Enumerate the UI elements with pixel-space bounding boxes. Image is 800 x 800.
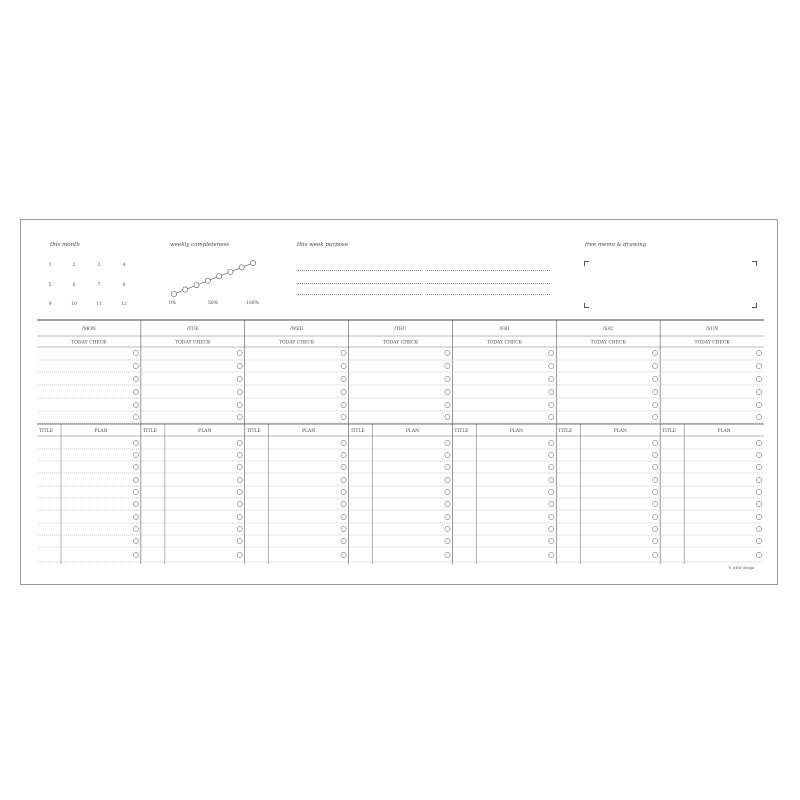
today-check-label: TODAY CHECK xyxy=(175,340,211,346)
plan-check-circle[interactable] xyxy=(549,477,554,482)
day-column-sat xyxy=(556,320,659,564)
check-circle[interactable] xyxy=(133,350,138,355)
day-label: /FRI xyxy=(499,327,510,332)
plan-check-circle[interactable] xyxy=(549,538,554,543)
check-circle[interactable] xyxy=(237,389,242,394)
today-check-label: TODAY CHECK xyxy=(486,340,522,346)
plan-check-circle[interactable] xyxy=(653,552,658,557)
plan-check-circle[interactable] xyxy=(653,489,658,494)
check-circle[interactable] xyxy=(133,389,138,394)
check-circle[interactable] xyxy=(445,350,450,355)
plan-check-circle[interactable] xyxy=(133,538,138,543)
check-circle[interactable] xyxy=(549,389,554,394)
plan-header: PLAN xyxy=(405,429,420,434)
today-check-label: TODAY CHECK xyxy=(279,340,315,346)
check-circle[interactable] xyxy=(237,363,242,368)
plan-check-circle[interactable] xyxy=(445,440,450,445)
check-circle[interactable] xyxy=(653,389,658,394)
check-circle[interactable] xyxy=(653,402,658,407)
plan-check-circle[interactable] xyxy=(549,464,554,469)
plan-check-circle[interactable] xyxy=(133,489,138,494)
free-memo-label: free memo & drawing xyxy=(585,242,647,248)
today-check-label: TODAY CHECK xyxy=(71,340,107,346)
check-circle[interactable] xyxy=(341,376,346,381)
month-3[interactable]: 3 xyxy=(97,263,101,268)
plan-check-circle[interactable] xyxy=(756,452,761,457)
today-check-label: TODAY CHECK xyxy=(590,340,626,346)
plan-check-circle[interactable] xyxy=(653,526,658,531)
plan-check-circle[interactable] xyxy=(756,538,761,543)
day-label: /THU xyxy=(394,327,407,332)
plan-check-circle[interactable] xyxy=(756,477,761,482)
plan-check-circle[interactable] xyxy=(445,452,450,457)
check-circle[interactable] xyxy=(237,376,242,381)
plan-header: PLAN xyxy=(717,429,731,434)
plan-check-circle[interactable] xyxy=(133,477,138,482)
check-circle[interactable] xyxy=(756,363,761,368)
day-column-thu xyxy=(349,320,452,564)
check-circle[interactable] xyxy=(341,350,346,355)
plan-check-circle[interactable] xyxy=(341,464,346,469)
plan-check-circle[interactable] xyxy=(756,489,761,494)
day-label: /SUN xyxy=(705,327,719,332)
check-circle[interactable] xyxy=(445,363,450,368)
copyright-text: © ### design xyxy=(728,566,755,570)
plan-check-circle[interactable] xyxy=(445,464,450,469)
plan-header: PLAN xyxy=(613,429,627,434)
check-circle[interactable] xyxy=(341,389,346,394)
check-circle[interactable] xyxy=(756,376,761,381)
plan-check-circle[interactable] xyxy=(237,489,242,494)
plan-check-circle[interactable] xyxy=(341,514,346,519)
check-circle[interactable] xyxy=(237,414,242,419)
plan-check-circle[interactable] xyxy=(653,514,658,519)
plan-check-circle[interactable] xyxy=(445,538,450,543)
plan-check-circle[interactable] xyxy=(756,552,761,557)
check-circle[interactable] xyxy=(237,402,242,407)
day-label: /TUE xyxy=(186,327,199,332)
completeness-tick-0: 0% xyxy=(169,301,177,306)
plan-check-circle[interactable] xyxy=(756,464,761,469)
plan-check-circle[interactable] xyxy=(341,489,346,494)
check-circle[interactable] xyxy=(341,363,346,368)
plan-check-circle[interactable] xyxy=(549,552,554,557)
day-column-wed xyxy=(245,320,348,564)
plan-check-circle[interactable] xyxy=(341,440,346,445)
check-circle[interactable] xyxy=(341,414,346,419)
check-circle[interactable] xyxy=(341,402,346,407)
plan-check-circle[interactable] xyxy=(653,464,658,469)
plan-header: PLAN xyxy=(198,429,212,434)
check-circle[interactable] xyxy=(653,376,658,381)
month-11[interactable]: 11 xyxy=(96,302,102,307)
plan-check-circle[interactable] xyxy=(133,440,138,445)
plan-check-circle[interactable] xyxy=(549,489,554,494)
check-circle[interactable] xyxy=(549,350,554,355)
plan-check-circle[interactable] xyxy=(653,440,658,445)
check-circle[interactable] xyxy=(549,414,554,419)
check-circle[interactable] xyxy=(756,389,761,394)
check-circle[interactable] xyxy=(756,414,761,419)
plan-check-circle[interactable] xyxy=(341,538,346,543)
month-10[interactable]: 10 xyxy=(71,302,77,307)
plan-check-circle[interactable] xyxy=(237,501,242,506)
plan-check-circle[interactable] xyxy=(237,440,242,445)
month-6[interactable]: 6 xyxy=(72,283,76,288)
plan-check-circle[interactable] xyxy=(445,552,450,557)
plan-check-circle[interactable] xyxy=(653,538,658,543)
plan-check-circle[interactable] xyxy=(549,501,554,506)
plan-check-circle[interactable] xyxy=(237,526,242,531)
plan-check-circle[interactable] xyxy=(237,514,242,519)
month-9[interactable]: 9 xyxy=(48,302,52,307)
day-column-tue xyxy=(141,320,244,564)
month-5[interactable]: 5 xyxy=(48,283,52,288)
plan-check-circle[interactable] xyxy=(445,477,450,482)
plan-check-circle[interactable] xyxy=(237,477,242,482)
month-2[interactable]: 2 xyxy=(72,263,76,268)
title-header: TITLE xyxy=(142,429,157,434)
plan-check-circle[interactable] xyxy=(133,464,138,469)
plan-check-circle[interactable] xyxy=(237,538,242,543)
plan-check-circle[interactable] xyxy=(445,514,450,519)
plan-check-circle[interactable] xyxy=(445,501,450,506)
check-circle[interactable] xyxy=(133,414,138,419)
plan-check-circle[interactable] xyxy=(549,526,554,531)
check-circle[interactable] xyxy=(445,402,450,407)
plan-check-circle[interactable] xyxy=(549,440,554,445)
plan-check-circle[interactable] xyxy=(133,501,138,506)
plan-check-circle[interactable] xyxy=(341,552,346,557)
plan-check-circle[interactable] xyxy=(445,489,450,494)
weekly-completeness-label: weekly completeness xyxy=(170,242,230,248)
plan-check-circle[interactable] xyxy=(549,452,554,457)
day-column-sun xyxy=(660,320,763,564)
day-label: /SAT xyxy=(602,327,614,332)
plan-check-circle[interactable] xyxy=(341,477,346,482)
day-column-fri xyxy=(452,320,555,564)
check-circle[interactable] xyxy=(133,376,138,381)
plan-check-circle[interactable] xyxy=(756,501,761,506)
completeness-tick-50: 50% xyxy=(208,301,219,306)
title-header: TITLE xyxy=(246,429,261,434)
check-circle[interactable] xyxy=(653,363,658,368)
check-circle[interactable] xyxy=(549,402,554,407)
today-check-label: TODAY CHECK xyxy=(694,340,730,346)
check-circle[interactable] xyxy=(237,350,242,355)
this-month-label: this month xyxy=(50,242,80,248)
plan-check-circle[interactable] xyxy=(237,552,242,557)
day-column-mon xyxy=(38,326,140,564)
month-8[interactable]: 8 xyxy=(122,283,126,288)
plan-check-circle[interactable] xyxy=(133,452,138,457)
plan-check-circle[interactable] xyxy=(549,514,554,519)
plan-header: PLAN xyxy=(509,429,523,434)
check-circle[interactable] xyxy=(756,402,761,407)
plan-check-circle[interactable] xyxy=(341,526,346,531)
title-header: TITLE xyxy=(454,429,469,434)
day-label: /WED xyxy=(290,327,304,332)
plan-header: PLAN xyxy=(94,429,108,434)
check-circle[interactable] xyxy=(756,350,761,355)
plan-check-circle[interactable] xyxy=(653,452,658,457)
month-4[interactable]: 4 xyxy=(122,263,126,268)
title-header: TITLE xyxy=(558,429,573,434)
month-1[interactable]: 1 xyxy=(48,263,52,268)
title-header: TITLE xyxy=(39,429,54,434)
month-7[interactable]: 7 xyxy=(97,283,101,288)
plan-check-circle[interactable] xyxy=(133,526,138,531)
check-circle[interactable] xyxy=(445,389,450,394)
title-header: TITLE xyxy=(662,429,677,434)
day-label: /MON xyxy=(82,327,96,332)
plan-check-circle[interactable] xyxy=(653,477,658,482)
plan-check-circle[interactable] xyxy=(756,526,761,531)
check-circle[interactable] xyxy=(133,402,138,407)
plan-check-circle[interactable] xyxy=(756,440,761,445)
check-circle[interactable] xyxy=(549,376,554,381)
check-circle[interactable] xyxy=(653,350,658,355)
plan-check-circle[interactable] xyxy=(341,501,346,506)
plan-check-circle[interactable] xyxy=(445,526,450,531)
check-circle[interactable] xyxy=(549,363,554,368)
completeness-tick-100: 100% xyxy=(246,301,259,306)
check-circle[interactable] xyxy=(445,414,450,419)
plan-check-circle[interactable] xyxy=(653,501,658,506)
plan-check-circle[interactable] xyxy=(341,452,346,457)
plan-check-circle[interactable] xyxy=(133,514,138,519)
plan-check-circle[interactable] xyxy=(237,464,242,469)
check-circle[interactable] xyxy=(653,414,658,419)
title-header: TITLE xyxy=(350,429,365,434)
plan-check-circle[interactable] xyxy=(133,552,138,557)
plan-header: PLAN xyxy=(302,429,316,434)
plan-check-circle[interactable] xyxy=(756,514,761,519)
check-circle[interactable] xyxy=(133,363,138,368)
this-week-purpose-label: this week purpose xyxy=(297,242,348,248)
month-12[interactable]: 12 xyxy=(121,302,127,307)
today-check-label: TODAY CHECK xyxy=(382,340,419,346)
check-circle[interactable] xyxy=(445,376,450,381)
plan-check-circle[interactable] xyxy=(237,452,242,457)
